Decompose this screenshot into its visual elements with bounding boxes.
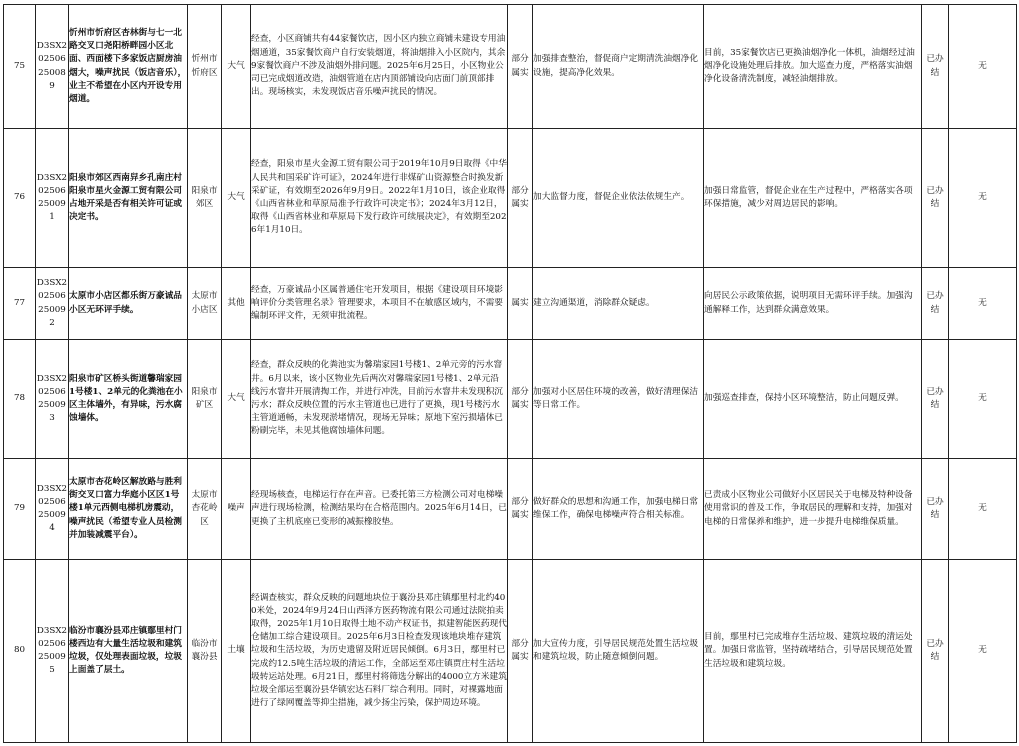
case-code: D3SX2025062500​93 — [36, 340, 69, 459]
accountability: 无 — [949, 129, 1017, 268]
investigation-findings: 经现场核查，电梯运行存在声音。已委托第三方检测公司对电梯噪声进行现场检测，检测结果均在合格范围内。2025年6月14日，已更换了主机底座已变形的减振橡胶垫。 — [251, 459, 508, 560]
row-number: 79 — [4, 459, 36, 560]
pollution-type: 噪声 — [222, 459, 251, 560]
table-row — [4, 459, 1017, 560]
case-status: 已办结 — [922, 268, 949, 340]
administrative-area: 太原市杏花岭区 — [188, 459, 222, 560]
investigation-findings: 经查，小区商铺共有44家餐饮店，因小区内独立商铺未建设专用油烟通道，35家餐饮商户自行安装烟道，将油烟排入小区院内，其余9家餐饮商户不涉及油烟外排问题。2025年6月25日，小区物业公司已完成烟道改造，油烟管道在店内顶部铺设向店面门前顶部排出。现场核实，未发现饭店音乐噪声扰民的情况。 — [251, 5, 508, 129]
rectification-status: 目前，35家餐饮店已更换油烟净化一体机，油烟经过油烟净化设施处理后排放。加大巡查力度，严格落实油烟净化设备清洗制度，减轻油烟排放。 — [704, 5, 922, 129]
case-status: 已办结 — [922, 560, 949, 743]
handling-measures: 加强对小区居住环境的改善，做好清理保洁等日常工作。 — [533, 340, 704, 459]
handling-measures: 建立沟通渠道，消除群众疑虑。 — [533, 268, 704, 340]
complaint-description: 阳泉市矿区桥头街道馨瑞家园1号楼1、2单元的化粪池在小区主体墙外，有异味，污水腐蚀墙体。 — [69, 340, 188, 459]
handling-measures: 加大宣传力度，引导居民规范处置生活垃圾和建筑垃圾，防止随意倾倒问题。 — [533, 560, 704, 743]
case-code: D3SX2025062500​92 — [36, 268, 69, 340]
complaint-table — [3, 4, 1017, 743]
administrative-area: 阳泉市郊区 — [188, 129, 222, 268]
investigation-findings: 经调查核实，群众反映的问题地块位于襄汾县邓庄镇鄢里村北约400米处，2024年9月24日山西泽方医药物流有限公司通过法院拍卖取得，2025年1月10日取得土地不动产权证书，拟建智能医药现代仓储加工综合建设项目。2025年6月3日检查发现该地块堆存建筑垃圾和生活垃圾，为历史遗留及附近居民倾倒。6月3日，鄢里村已完成约12.5吨生活垃圾的清运工作，全部运至邓庄镇贾庄村生活垃圾转运站处理。6月21日，鄢里村将筛选分解出的4000立方米建筑垃圾全部运至襄汾县华镇宏达石料厂综合利用。同时，对裸露地面进行了绿网覆盖等抑尘措施，减少扬尘污染，保护周边环境。 — [251, 560, 508, 743]
case-status: 已办结 — [922, 129, 949, 268]
table-row — [4, 340, 1017, 459]
accountability: 无 — [949, 340, 1017, 459]
rectification-status: 加强巡查排查，保持小区环境整洁，防止问题反弹。 — [704, 340, 922, 459]
complaint-description: 太原市小店区都乐街万豪诚品小区无环评手续。 — [69, 268, 188, 340]
case-code: D3SX2025062500​95 — [36, 560, 69, 743]
case-status: 已办结 — [922, 459, 949, 560]
pollution-type: 大气 — [222, 129, 251, 268]
investigation-findings: 经查，群众反映的化粪池实为馨瑞家园1号楼1、2单元旁的污水窨井。6月以来，该小区物业先后两次对馨瑞家园1号楼1、2单元沿线污水窨井开展清掏工作，并进行冲洗，目前污水窨井未发现积沉污水；群众反映位置的污水主管道也已进行了更换，现1号楼污水主管道通畅，未发现淤堵情况，现场无异味；原地下室污损墙体已粉刷完毕，未见其他腐蚀墙体问题。 — [251, 340, 508, 459]
administrative-area: 忻州市忻府区 — [188, 5, 222, 129]
complaint-description: 太原市杏花岭区解放路与胜利街交叉口富力华庭小区区1号楼1单元西侧电梯机房震动，噪声扰民（希望专业人员检测并加装减震平台）。 — [69, 459, 188, 560]
accountability: 无 — [949, 560, 1017, 743]
row-number: 80 — [4, 560, 36, 743]
administrative-area: 阳泉市矿区 — [188, 340, 222, 459]
pollution-type: 大气 — [222, 5, 251, 129]
row-number: 76 — [4, 129, 36, 268]
case-code: D3SX2025062500​89 — [36, 5, 69, 129]
case-code: D3SX2025062500​91 — [36, 129, 69, 268]
verification-result: 属实 — [508, 268, 533, 340]
administrative-area: 临汾市襄汾县 — [188, 560, 222, 743]
verification-result: 部分属实 — [508, 560, 533, 743]
rectification-status: 已责成小区物业公司做好小区居民关于电梯及特种设备使用常识的普及工作，争取居民的理解和支持，加强对电梯的日常保养和维护，进一步提升电梯维保质量。 — [704, 459, 922, 560]
rectification-status: 向居民公示政策依据，说明项目无需环评手续。加强沟通解释工作，达到群众满意效果。 — [704, 268, 922, 340]
verification-result: 部分属实 — [508, 340, 533, 459]
table-row — [4, 560, 1017, 743]
accountability: 无 — [949, 268, 1017, 340]
verification-result: 部分属实 — [508, 5, 533, 129]
case-status: 已办结 — [922, 340, 949, 459]
rectification-status: 目前，鄢里村已完成堆存生活垃圾、建筑垃圾的清运处置。加强日常监管，坚持疏堵结合，引导居民规范处置生活垃圾和建筑垃圾。 — [704, 560, 922, 743]
complaint-description: 忻州市忻府区杏林街与七一北路交叉口尧阳桥畔园小区北面、西面楼下多家饭店厨房油烟大，噪声扰民（饭店音乐），业主不希望在小区内开设专用烟道。 — [69, 5, 188, 129]
investigation-findings: 经查，阳泉市星火金源工贸有限公司于2019年10月9日取得《中华人民共和国采矿许可证》，2024年进行非煤矿山资源整合时换发新采矿证，有效期至2026年9月9日。2022年1月10日，该企业取得《山西省林业和草原局准予行政许可决定书》；2024年3月12日，取得《山西省林业和草原局下发行政许可续展决定》，有效期至2026年1月10日。 — [251, 129, 508, 268]
accountability: 无 — [949, 459, 1017, 560]
case-code: D3SX2025062500​94 — [36, 459, 69, 560]
complaint-description: 阳泉市郊区西南舁乡孔南庄村阳泉市星火金源工贸有限公司占地开采是否有相关许可证或决定书。 — [69, 129, 188, 268]
verification-result: 部分属实 — [508, 129, 533, 268]
row-number: 75 — [4, 5, 36, 129]
handling-measures: 加大监督力度，督促企业依法依规生产。 — [533, 129, 704, 268]
rectification-status: 加强日常监管，督促企业在生产过程中，严格落实各项环保措施，减少对周边居民的影响。 — [704, 129, 922, 268]
table-row — [4, 5, 1017, 129]
handling-measures: 做好群众的思想和沟通工作，加强电梯日常维保工作，确保电梯噪声符合相关标准。 — [533, 459, 704, 560]
pollution-type: 其他 — [222, 268, 251, 340]
investigation-findings: 经查，万豪诚品小区属普通住宅开发项目，根据《建设项目环境影响评价分类管理名录》管理要求，本项目不在敏感区域内，不需要编制环评文件，无须审批流程。 — [251, 268, 508, 340]
complaint-description: 临汾市襄汾县邓庄镇鄢里村门楼西边有大量生活垃圾和建筑垃圾，仅处理表面垃圾，垃圾上面盖了层土。 — [69, 560, 188, 743]
table-row — [4, 129, 1017, 268]
row-number: 78 — [4, 340, 36, 459]
case-status: 已办结 — [922, 5, 949, 129]
pollution-type: 大气 — [222, 340, 251, 459]
handling-measures: 加强排查整治，督促商户定期清洗油烟净化设施，提高净化效果。 — [533, 5, 704, 129]
table-row — [4, 268, 1017, 340]
row-number: 77 — [4, 268, 36, 340]
pollution-type: 土壤 — [222, 560, 251, 743]
administrative-area: 太原市小店区 — [188, 268, 222, 340]
accountability: 无 — [949, 5, 1017, 129]
verification-result: 部分属实 — [508, 459, 533, 560]
